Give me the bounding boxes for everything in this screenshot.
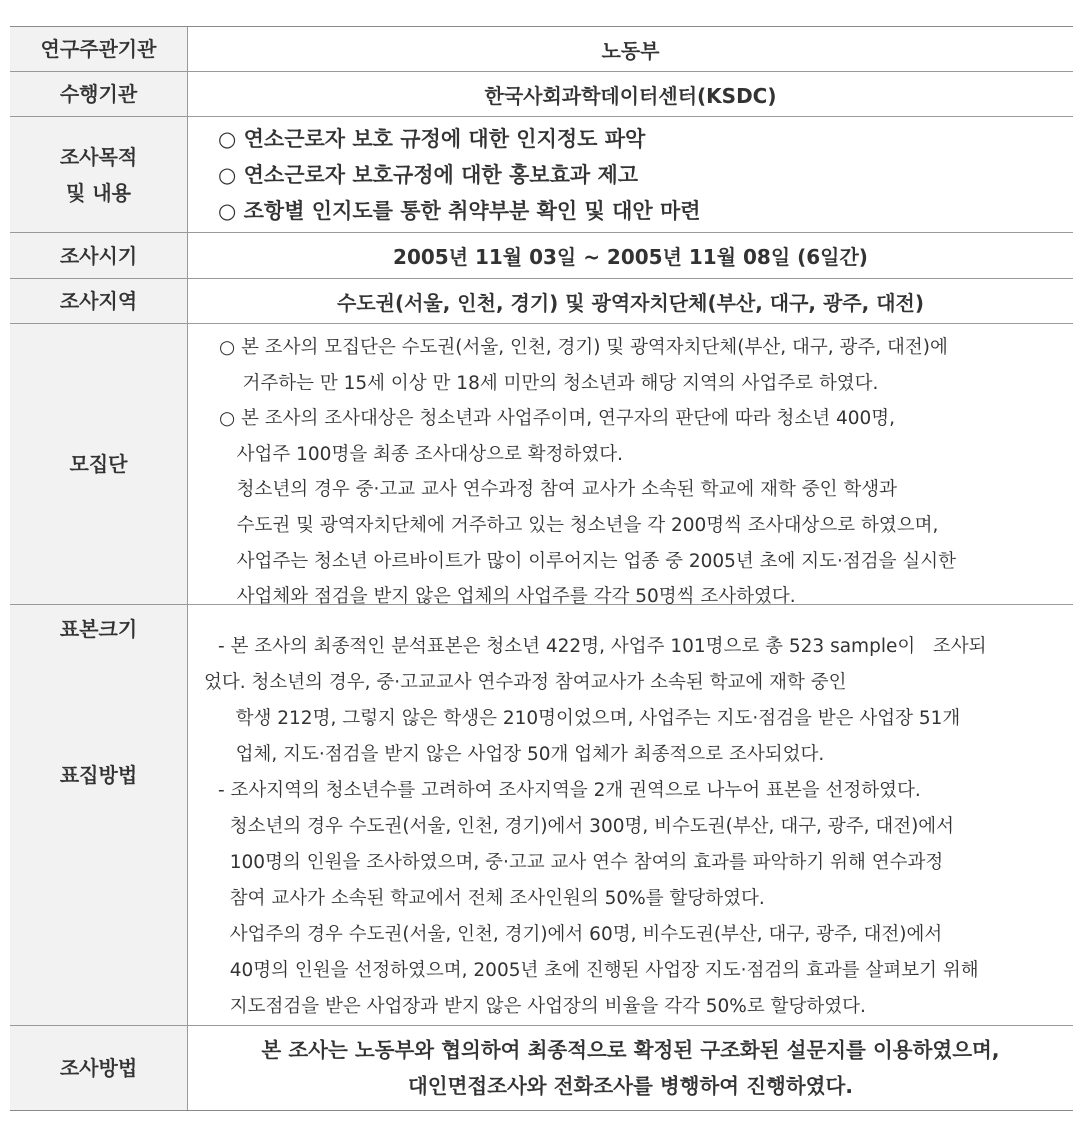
- row-research-org: [10, 27, 1073, 72]
- purpose-item: ○ 연소근로자 보호규정에 대한 홍보효과 제고: [218, 162, 639, 187]
- sample-line: 참여 교사가 소속된 학교에서 전체 조사인원의 50%를 할당하였다.: [218, 888, 765, 909]
- sample-line: 100명의 인원을 조사하였으며, 중·고교 교사 연수 참여의 효과를 파악하기 위해 연수과정: [218, 852, 944, 873]
- population-line: 청소년의 경우 중·고교 교사 연수과정 참여 교사가 소속된 학교에 재학 중인 학생과: [219, 479, 897, 501]
- row-survey-method: [10, 1026, 1073, 1110]
- label-executing-org: 수행기관: [10, 72, 188, 116]
- label-purpose: [10, 117, 188, 232]
- sample-line: 학생 212명, 그렇지 않은 학생은 210명이었으며, 사업주는 지도·점검을 받은 사업장 51개: [218, 708, 961, 729]
- sample-line: 지도점검을 받은 사업장과 받지 않은 사업장의 비율을 각각 50%로 할당하였다.: [218, 996, 866, 1017]
- value-period: 2005년 11월 03일 ~ 2005년 11월 08일 (6일간): [393, 245, 868, 269]
- population-line: 사업체와 점검을 받지 않은 업체의 사업주를 각각 50명씩 조사하였다.: [219, 586, 796, 608]
- row-period: [10, 233, 1073, 279]
- row-purpose: [10, 117, 1073, 233]
- label-sample-size: 표본크기: [59, 617, 138, 641]
- sample-line: - 본 조사의 최종적인 분석표본은 청소년 422명, 사업주 101명으로 총 523 sample이 조사되: [218, 636, 987, 657]
- value-research-org: 노동부: [601, 38, 660, 63]
- population-line: 거주하는 만 15세 이상 만 18세 미만의 청소년과 해당 지역의 사업주로 하였다.: [219, 372, 879, 394]
- label-purpose-line1: 조사목적: [59, 144, 138, 169]
- label-purpose-line2: 및 내용: [66, 180, 131, 205]
- purpose-list: [188, 117, 1073, 232]
- sample-line: 사업주의 경우 수도권(서울, 인천, 경기)에서 60명, 비수도권(부산, 대구, 광주, 대전)에서: [218, 924, 943, 945]
- value-executing-org: 한국사회과학데이터센터(KSDC): [484, 83, 777, 108]
- sample-text: [188, 605, 1073, 1025]
- population-line: ○ 본 조사의 모집단은 수도권(서울, 인천, 경기) 및 광역자치단체(부산, 대구, 광주, 대전)에: [219, 337, 948, 358]
- sample-line: 청소년의 경우 수도권(서울, 인천, 경기)에서 300명, 비수도권(부산, 대구, 광주, 대전)에서: [218, 816, 955, 837]
- label-sample: [10, 605, 188, 1025]
- value-region: 수도권(서울, 인천, 경기) 및 광역자치단체(부산, 대구, 광주, 대전): [337, 290, 924, 315]
- survey-overview-table: [10, 26, 1073, 1111]
- population-text: [188, 324, 1073, 608]
- population-line: 수도권 및 광역자치단체에 거주하고 있는 청소년을 각 200명씩 조사대상으로 하였으며,: [219, 514, 939, 536]
- label-period: 조사시기: [10, 233, 188, 278]
- survey-method-line: 본 조사는 노동부와 협의하여 최종적으로 확정된 구조화된 설문지를 이용하였으며,: [261, 1038, 1000, 1062]
- survey-method-text: [188, 1026, 1073, 1110]
- row-population: [10, 324, 1073, 608]
- sample-line: 업체, 지도·점검을 받지 않은 사업장 50개 업체가 최종적으로 조사되었다.: [218, 744, 825, 765]
- survey-method-line: 대인면접조사와 전화조사를 병행하여 진행하였다.: [407, 1074, 854, 1098]
- purpose-item: ○ 조항별 인지도를 통한 취약부분 확인 및 대안 마련: [218, 198, 701, 223]
- label-sampling-method: 표집방법: [59, 763, 138, 787]
- label-survey-method: 조사방법: [10, 1026, 188, 1110]
- row-executing-org: [10, 72, 1073, 117]
- purpose-item: ○ 연소근로자 보호 규정에 대한 인지정도 파악: [218, 126, 646, 151]
- population-line: 사업주는 청소년 아르바이트가 많이 이루어지는 업종 중 2005년 초에 지도·점검을 실시한: [219, 550, 957, 572]
- population-line: ○ 본 조사의 조사대상은 청소년과 사업주이며, 연구자의 판단에 따라 청소년 400명,: [219, 408, 896, 430]
- label-population: 모집단: [10, 324, 188, 604]
- sample-line: 었다. 청소년의 경우, 중·고교교사 연수과정 참여교사가 소속된 학교에 재학 중인: [204, 672, 847, 693]
- label-region: 조사지역: [10, 279, 188, 323]
- row-region: [10, 279, 1073, 324]
- population-line: 사업주 100명을 최종 조사대상으로 확정하였다.: [219, 443, 624, 465]
- sample-line: 40명의 인원을 선정하였으며, 2005년 초에 진행된 사업장 지도·점검의 효과를 살펴보기 위해: [218, 960, 979, 981]
- sample-line: - 조사지역의 청소년수를 고려하여 조사지역을 2개 권역으로 나누어 표본을 선정하였다.: [218, 780, 921, 801]
- row-sample: [10, 605, 1073, 1026]
- label-research-org: 연구주관기관: [10, 27, 188, 71]
